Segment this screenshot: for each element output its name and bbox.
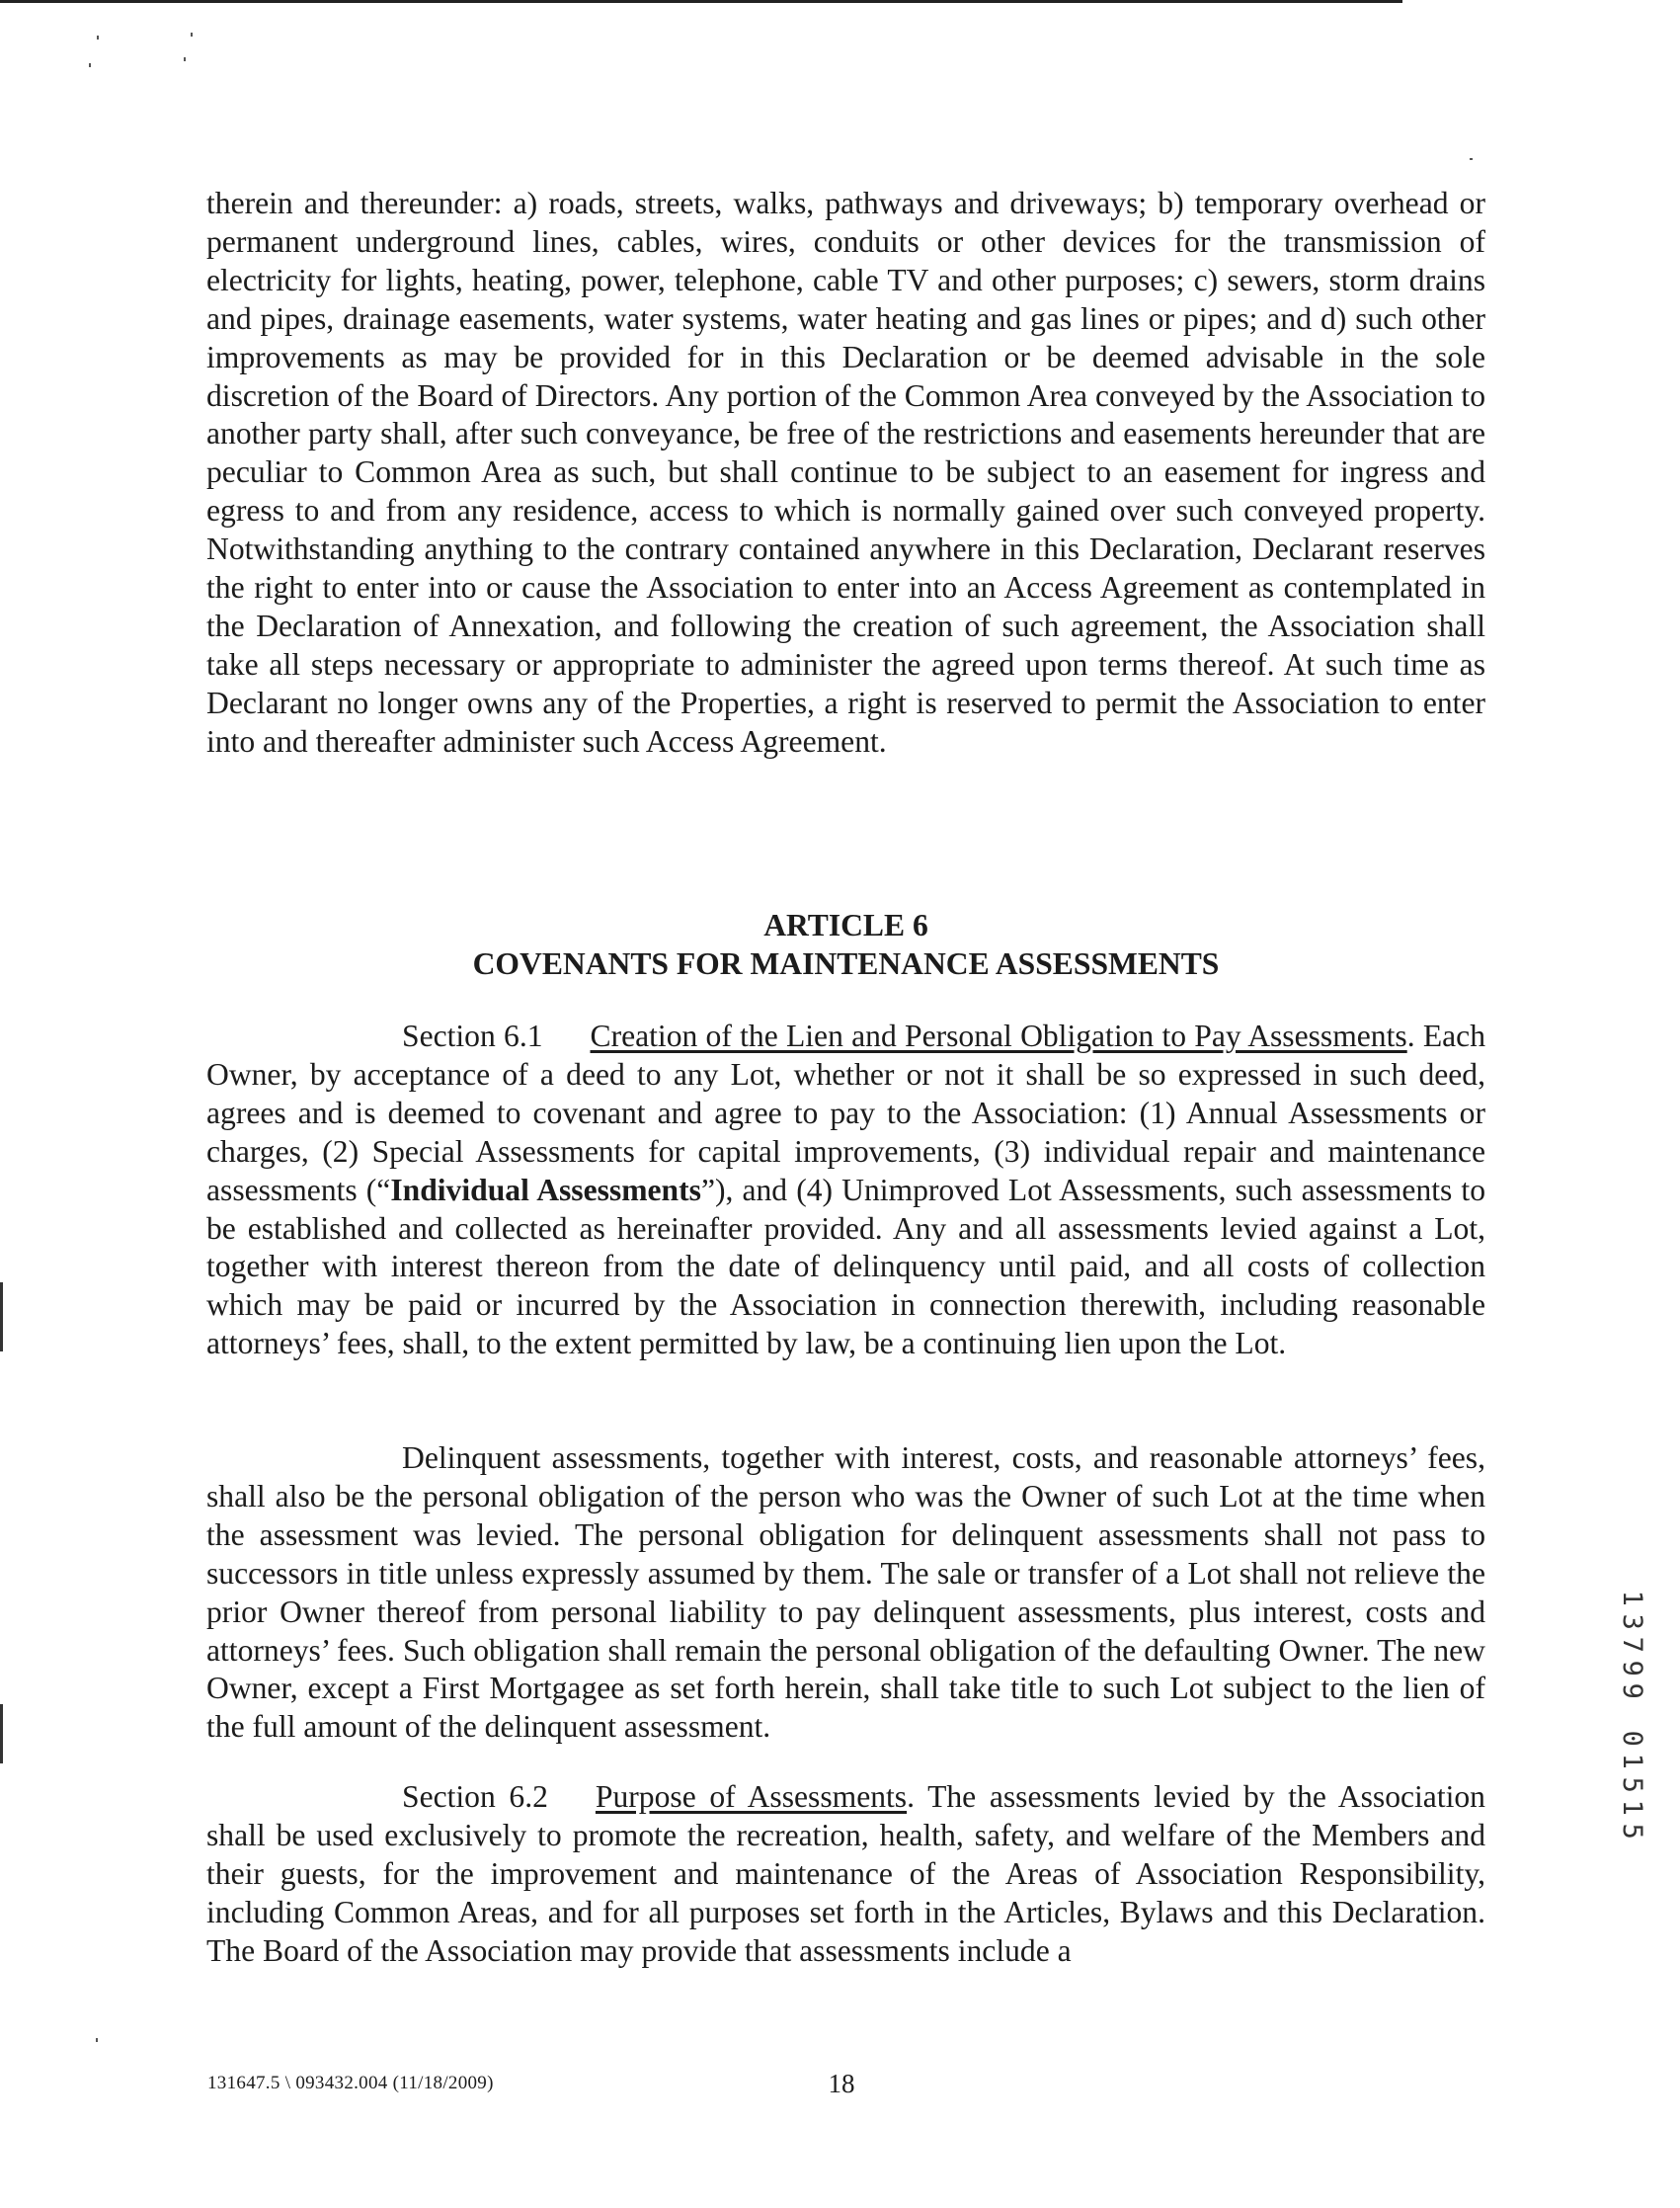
stamp-digit: 0 xyxy=(1616,1730,1647,1747)
stamp-digit: 5 xyxy=(1616,1823,1647,1840)
article-number-heading: ARTICLE 6 xyxy=(763,908,928,942)
section-6-2-label: Section 6.2 xyxy=(402,1779,548,1814)
section-6-1-text-start: Each Owner, by acceptance of a deed to any Lot, whether or not it shall be so expressed in such deed, agrees and is deemed to covenant and agree to pay to the Association: (1) Annual Assessments or charges, (2) Special Assessments for capital improvements, (3) individual repair and maintenance assessments (“ xyxy=(206,1019,1485,1207)
stamp-digit: 7 xyxy=(1616,1636,1647,1653)
stamp-digit: 3 xyxy=(1616,1613,1647,1630)
stamp-digit: 5 xyxy=(1616,1776,1647,1793)
left-edge-scan-mark xyxy=(0,1282,3,1351)
section-6-1-text-end: ”), and (4) Unimproved Lot Assessments, such assessments to be established and collected as hereinafter provided. Any and all assessments levied against a Lot, together with interest thereon from the date of delinquency until paid, and all costs of collection which may be paid or incurred by the Association in connection therewith, including reasonable attorneys’ fees, shall, to the extent permitted by law, be a continuing lien upon the Lot. xyxy=(206,1172,1485,1361)
top-scan-rule xyxy=(0,0,1402,3)
article-title-heading: COVENANTS FOR MAINTENANCE ASSESSMENTS xyxy=(472,946,1220,981)
section-6-2-heading: Purpose of Assessments xyxy=(595,1779,908,1814)
recording-stamp-book-number xyxy=(1616,1587,1647,1703)
footer-page-number: 18 xyxy=(828,2069,855,2098)
delinquent-assessments-text: Delinquent assessments, together with interest, costs, and reasonable attorneys’ fees, shall also be the personal obligation of the person who was the Owner of such Lot at the time when the assessment was levied. The personal obligation for delinquent assessments shall not pass to successors in title unless expressly assumed by them. The sale or transfer of a Lot shall not relieve the prior Owner thereof from personal liability to pay delinquent assessments, plus interest, costs and attorneys’ fees. Such obligation shall remain the personal obligation of the defaulting Owner. The new Owner, except a First Mortgagee as set forth herein, shall take title to such Lot subject to the lien of the full amount of the delinquent assessment. xyxy=(206,1440,1485,1745)
section-6-2-text: The assessments levied by the Association shall be used exclusively to promote the recreation, health, safety, and welfare of the Members and their guests, for the improvement and maintenance of the Areas of Association Responsibility, including Common Areas, and for all purposes set forth in the Articles, Bylaws and this Declaration. The Board of the Association may provide that assessments include a xyxy=(206,1779,1485,1968)
recording-stamp-page-number xyxy=(1616,1727,1647,1843)
stamp-digit: 9 xyxy=(1616,1660,1647,1676)
footer-document-id: 131647.5 \ 093432.004 (11/18/2009) xyxy=(207,2073,494,2093)
scan-speck xyxy=(96,2038,98,2042)
scan-speck xyxy=(89,63,91,67)
section-6-2-heading-period: . xyxy=(907,1779,915,1814)
stamp-digit: 1 xyxy=(1616,1590,1647,1606)
scan-speck xyxy=(184,57,186,61)
stamp-digit: 9 xyxy=(1616,1682,1647,1699)
delinquent-assessments-paragraph xyxy=(206,1439,1485,1747)
section-6-1-label: Section 6.1 xyxy=(402,1019,543,1053)
section-6-1-heading: Creation of the Lien and Personal Obligation to Pay Assessments xyxy=(590,1019,1407,1053)
recording-stamp xyxy=(1616,1587,1647,1842)
paragraph-common-area-improvements: therein and thereunder: a) roads, streets, walks, pathways and driveways; b) temporary overhead or permanent underground lines, cables, wires, conduits or other devices for the transmission of electricity for lights, heating, power, telephone, cable TV and other purposes; c) sewers, storm drains and pipes, drainage easements, water systems, water heating and gas lines or pipes; and d) such other improvements as may be provided for in this Declaration or be deemed advisable in the sole discretion of the Board of Directors. Any portion of the Common Area conveyed by the Association to another party shall, after such conveyance, be free of the restrictions and easements hereunder that are peculiar to Common Area as such, but shall continue to be subject to an easement for ingress and egress to and from any residence, access to which is normally gained over such conveyed property. Notwithstanding anything to the contrary contained anywhere in this Declaration, Declarant reserves the right to enter into or cause the Association to enter into an Access Agreement as contemplated in the Declaration of Annexation, and following the creation of such agreement, the Association shall take all steps necessary or appropriate to administer the agreed upon terms thereof. At such time as Declarant no longer owns any of the Properties, a right is reserved to permit the Association to enter into and thereafter administer such Access Agreement. xyxy=(206,186,1485,759)
section-6-2-paragraph xyxy=(206,1778,1485,1971)
left-edge-scan-mark xyxy=(0,1704,3,1763)
stamp-digit: 1 xyxy=(1616,1753,1647,1769)
section-6-1-heading-period: . xyxy=(1406,1019,1415,1053)
scan-speck xyxy=(1470,158,1473,160)
scan-speck xyxy=(191,33,193,37)
stamp-digit: 1 xyxy=(1616,1799,1647,1816)
individual-assessments-term: Individual Assessments xyxy=(390,1172,701,1207)
section-6-1-paragraph xyxy=(206,1018,1485,1363)
scan-speck xyxy=(97,36,99,40)
